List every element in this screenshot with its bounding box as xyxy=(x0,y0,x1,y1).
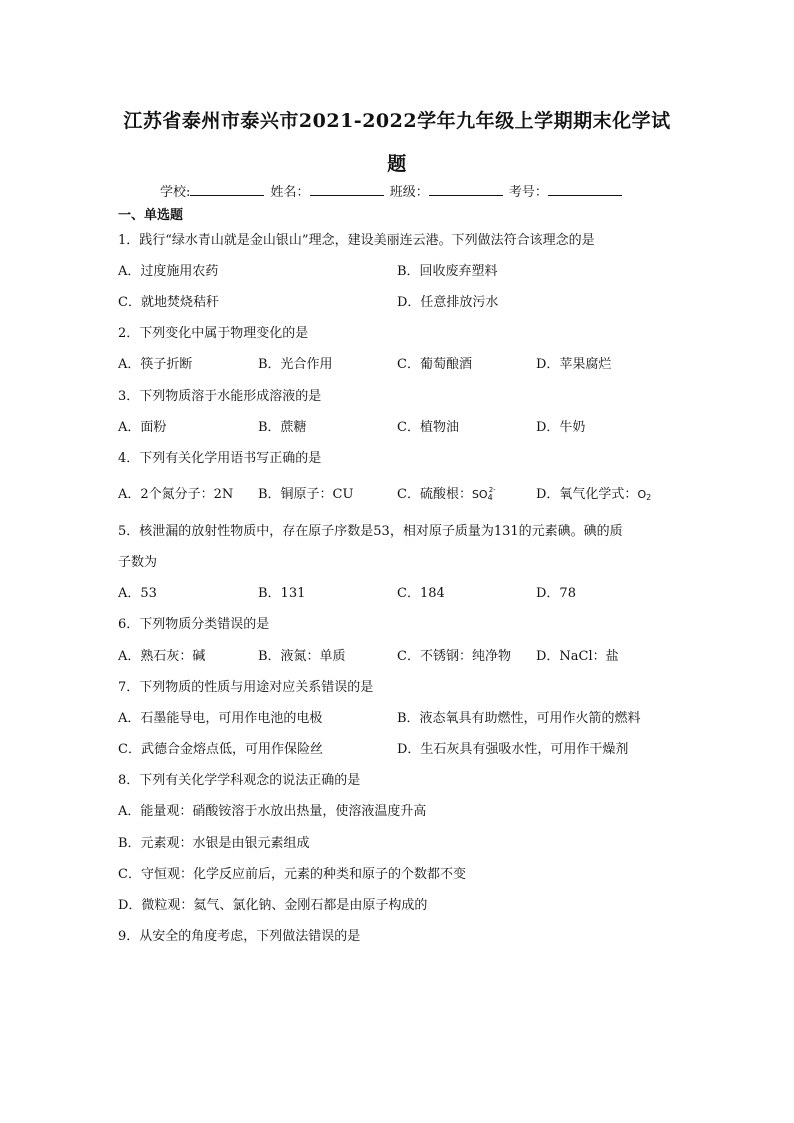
oxygen-formula: $O_2$ xyxy=(637,488,652,502)
question-1-option-b: B．回收废弃塑料 xyxy=(397,264,498,279)
question-5-option-c: C．184 xyxy=(397,586,445,601)
question-8-option-b: B．元素观：水银是由银元素组成 xyxy=(118,836,310,851)
question-7-stem: 7．下列物质的性质与用途对应关系错误的是 xyxy=(118,680,374,695)
question-1-option-d: D．任意排放污水 xyxy=(397,295,499,310)
school-label: 学校: xyxy=(160,185,191,200)
question-3-option-d: D．牛奶 xyxy=(536,420,586,435)
class-blank xyxy=(429,183,503,196)
number-blank xyxy=(548,183,622,196)
question-5-option-a: A．53 xyxy=(118,586,157,601)
question-5-stem: 5．核泄漏的放射性物质中，存在原子序数是53，相对原子质量为131的元素碘。碘的质 xyxy=(118,524,623,539)
question-2-option-b: B．光合作用 xyxy=(258,357,333,372)
question-8-option-c: C．守恒观：化学反应前后，元素的种类和原子的个数都不变 xyxy=(118,867,466,882)
question-2-option-a: A．筷子折断 xyxy=(118,357,193,372)
page-title-continued: 题 xyxy=(387,153,407,175)
question-7-option-a: A．石墨能导电，可用作电池的电极 xyxy=(118,711,323,726)
question-3-stem: 3．下列物质溶于水能形成溶液的是 xyxy=(118,389,322,404)
question-3-option-c: C．植物油 xyxy=(397,420,459,435)
class-label: 班级： xyxy=(389,185,429,200)
question-4-option-b: B．铜原子：CU xyxy=(258,487,354,502)
question-6-option-b: B．液氮：单质 xyxy=(258,649,346,664)
question-7-option-c: C．武德合金熔点低，可用作保险丝 xyxy=(118,742,323,757)
question-6-stem: 6．下列物质分类错误的是 xyxy=(118,617,270,632)
section-heading: 一、单选题 xyxy=(118,208,184,223)
question-2-stem: 2．下列变化中属于物理变化的是 xyxy=(118,326,309,341)
question-4-option-d xyxy=(536,483,651,502)
question-4-option-c-text: C．硫酸根： xyxy=(397,487,472,502)
question-3-option-a: A．面粉 xyxy=(118,420,167,435)
question-7-option-d: D．生石灰具有强吸水性，可用作干燥剂 xyxy=(397,742,629,757)
number-label: 考号： xyxy=(508,185,548,200)
question-4-option-a: A．2个氮分子：2N xyxy=(118,487,234,502)
page-title: 江苏省泰州市泰兴市2021-2022学年九年级上学期期末化学试 xyxy=(123,110,671,132)
question-8-option-a: A．能量观：硝酸铵溶于水放出热量，使溶液温度升高 xyxy=(118,804,427,819)
question-6-option-a: A．熟石灰：碱 xyxy=(118,649,206,664)
question-1-option-c: C．就地焚烧秸秆 xyxy=(118,295,219,310)
question-1-option-a: A．过度施用农药 xyxy=(118,264,219,279)
sulfate-ion-formula: $SO_4^{2-}$ xyxy=(471,486,496,502)
question-2-option-c: C．葡萄酿酒 xyxy=(397,357,472,372)
question-5-option-d: D．78 xyxy=(536,586,576,601)
question-8-option-d: D．微粒观：氦气、氯化钠、金刚石都是由原子构成的 xyxy=(118,898,428,913)
student-info-line xyxy=(160,181,624,200)
question-4-stem: 4．下列有关化学用语书写正确的是 xyxy=(118,451,322,466)
question-2-option-d: D．苹果腐烂 xyxy=(536,357,612,372)
question-6-option-d: D．NaCl：盐 xyxy=(536,649,619,664)
question-3-option-b: B．蔗糖 xyxy=(258,420,307,435)
school-blank xyxy=(190,183,264,196)
question-6-option-c: C．不锈钢：纯净物 xyxy=(397,649,511,664)
name-blank xyxy=(310,183,384,196)
name-label: 姓名： xyxy=(270,185,310,200)
question-8-stem: 8．下列有关化学学科观念的说法正确的是 xyxy=(118,773,361,788)
question-5-stem-continued: 子数为 xyxy=(118,555,158,570)
question-4-option-c xyxy=(397,483,496,502)
question-9-stem: 9．从安全的角度考虑，下列做法错误的是 xyxy=(118,929,361,944)
question-4-option-d-text: D．氧气化学式： xyxy=(536,487,638,502)
question-1-stem: 1．践行“绿水青山就是金山银山”理念，建设美丽连云港。下列做法符合该理念的是 xyxy=(118,233,595,248)
question-7-option-b: B．液态氧具有助燃性，可用作火箭的燃料 xyxy=(397,711,641,726)
question-5-option-b: B．131 xyxy=(258,586,306,601)
